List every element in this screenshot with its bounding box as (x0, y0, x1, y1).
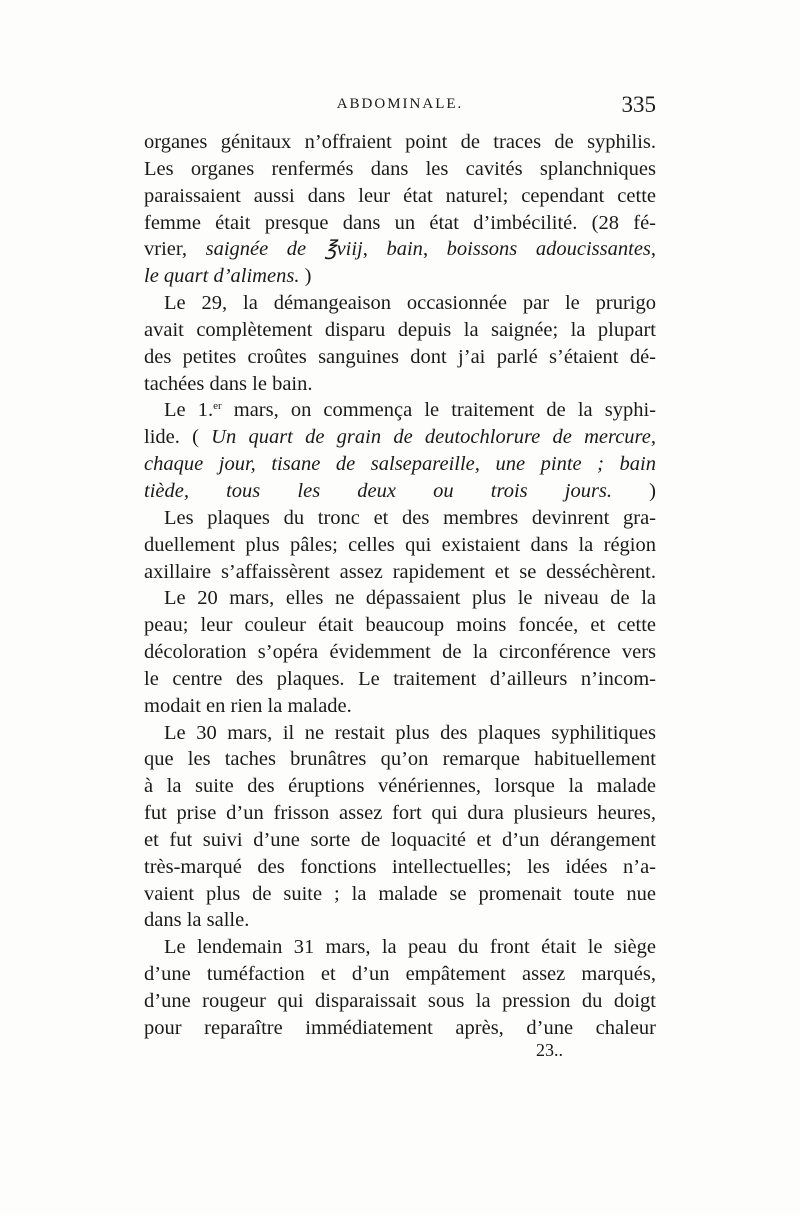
text-line: paraissaient aussi dans leur état naturel; cependant cette (144, 184, 656, 207)
italic-span: boissons adoucissantes (446, 238, 651, 261)
text-line: décoloration s’opéra évidemment de la circonférence vers (144, 641, 656, 664)
text-line: peau; leur couleur était beaucoup moins foncée, et cette (144, 614, 656, 637)
text-line: duellement plus pâles; celles qui existaient dans la région (144, 533, 656, 556)
text-line: vaient plus de suite ; la malade se promenait toute nue (144, 882, 656, 905)
page-number: 335 (621, 92, 656, 117)
italic-span: bain (386, 238, 423, 261)
text-line: organes génitaux n’offraient point de traces de syphilis. (144, 131, 656, 153)
text-line: d’une tuméfaction et d’un empâtement assez marqués, (144, 963, 656, 986)
text-line: Les plaques du tronc et des membres devinrent gra- (164, 506, 656, 529)
italic-span: Un quart de grain de deutochlorure de mercure (211, 426, 651, 449)
text-line: pour reparaître immédiatement après, d’une chaleur (144, 1016, 656, 1039)
text-line: à la suite des éruptions vénériennes, lorsque la malade (144, 775, 656, 798)
text-line: le quart d’alimens. ) (144, 265, 312, 288)
text-line: avait complètement disparu depuis la saignée; la plupart (144, 318, 656, 341)
text-line: que les taches brunâtres qu’on remarque habituellement (144, 748, 656, 771)
italic-span: le quart d’alimens. (144, 265, 300, 288)
superscript: er (213, 400, 222, 413)
text-line: modait en rien la malade. (144, 694, 352, 717)
text-line: Le 29, la démangeaison occasionnée par le prurigo (164, 292, 656, 315)
text-line: dans la salle. (144, 909, 250, 932)
text-line: Le 20 mars, elles ne dépassaient plus le niveau de la (164, 587, 656, 610)
text-line: Le lendemain 31 mars, la peau du front était le siège (164, 936, 656, 959)
running-head: ABDOMINALE. (336, 96, 464, 112)
text-line: Le 1.$^{er}$ mars, on commença le traitement de la syphi- (164, 399, 656, 422)
text-line (144, 451, 656, 478)
italic-span: saignée de ℥viij (205, 238, 363, 261)
text-line: très-marqué des fonctions intellectuelles; les idées n’a- (144, 855, 656, 878)
text-line: des petites croûtes sanguines dont j’ai parlé s’étaient dé- (144, 345, 656, 368)
text-line: tachées dans le bain. (144, 372, 313, 395)
text-line: et fut suivi d’une sorte de loquacité et d’un dérangement (144, 828, 656, 851)
text-line: fut prise d’un frisson assez fort qui dura plusieurs heures, (144, 802, 656, 825)
italic-span: chaque jour, tisane de salsepareille, une pinte ; bain (144, 453, 656, 476)
text-line: tiède, tous les deux ou trois jours. ) (144, 479, 656, 502)
body-text (144, 129, 656, 1042)
text-line: femme était presque dans un état d’imbécilité. (28 fé- (144, 211, 656, 234)
text-line: le centre des plaques. Le traitement d’ailleurs n’incom- (144, 667, 656, 690)
text-line: vrier, saignée de ℥viij, bain, boissons adoucissantes, (144, 238, 657, 261)
text-line: d’une rougeur qui disparaissait sous la pression du doigt (144, 990, 656, 1012)
text-line: axillaire s’affaissèrent assez rapidement et se desséchèrent. (144, 560, 656, 583)
page-header (144, 92, 656, 126)
text-line: Les organes renfermés dans les cavités splanchniques (144, 157, 656, 180)
italic-span: tiède, tous les deux ou trois jours. (144, 479, 613, 502)
text-line: Le 30 mars, il ne restait plus des plaques syphilitiques (164, 721, 656, 744)
signature-mark: 23.. (536, 1040, 563, 1060)
text-line: lide. ( Un quart de grain de deutochlorure de mercure, (144, 426, 656, 449)
